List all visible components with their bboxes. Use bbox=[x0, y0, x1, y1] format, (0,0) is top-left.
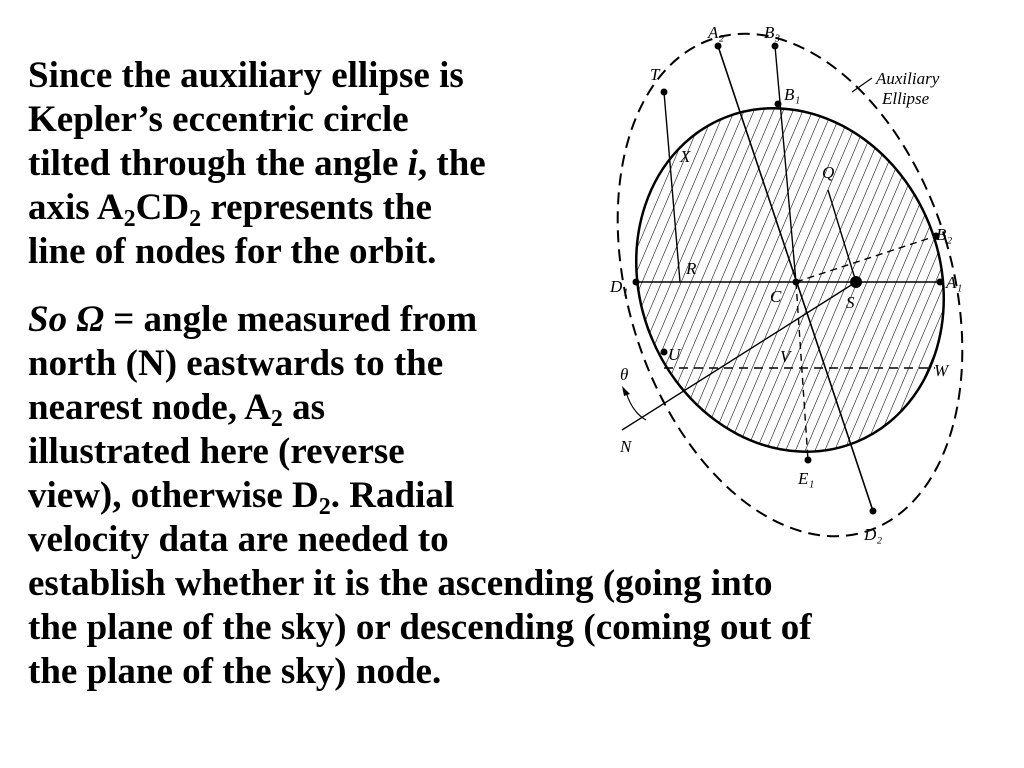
label-ellipse: Ellipse bbox=[882, 89, 930, 108]
text-line: Since the auxiliary ellipse is bbox=[28, 55, 464, 96]
theta-arrowhead bbox=[622, 386, 630, 396]
text-line: So Ω = angle measured from bbox=[28, 299, 478, 340]
label-e1: E₁ bbox=[798, 469, 815, 488]
text-line: the plane of the sky) or descending (coming out of bbox=[28, 607, 812, 648]
text-line: line of nodes for the orbit. bbox=[28, 231, 437, 272]
label-q: Q bbox=[822, 163, 835, 182]
point-u bbox=[661, 349, 668, 356]
point-b3 bbox=[772, 43, 779, 50]
label-d1: D₁ bbox=[610, 277, 629, 296]
label-n: N bbox=[620, 437, 632, 456]
label-a1: A₁ bbox=[946, 273, 963, 292]
aux-label-leader bbox=[852, 78, 872, 92]
text-line: nearest node, $A_2$ as bbox=[28, 387, 326, 432]
label-u: U bbox=[668, 345, 681, 364]
point-b1 bbox=[775, 101, 782, 108]
point-c bbox=[793, 279, 800, 286]
label-auxiliary: Auxiliary bbox=[876, 69, 940, 88]
focus-s bbox=[850, 276, 862, 288]
label-c: C bbox=[770, 287, 782, 306]
point-a1 bbox=[937, 279, 944, 286]
label-x: X bbox=[680, 147, 691, 166]
theta-arrow bbox=[626, 392, 646, 420]
text-line: north (N) eastwards to the bbox=[28, 343, 444, 384]
label-s: S bbox=[846, 293, 855, 312]
label-v: V bbox=[780, 347, 791, 366]
label-a2: A₂ bbox=[708, 23, 725, 42]
label-w: W bbox=[934, 361, 949, 380]
text-line: the plane of the sky) node. bbox=[28, 651, 442, 692]
label-b2: B₂ bbox=[936, 225, 953, 244]
label-t: T bbox=[650, 65, 660, 84]
paragraph-line-of-nodes bbox=[28, 54, 608, 274]
point-t bbox=[661, 89, 668, 96]
label-b3: B₃ bbox=[764, 23, 781, 42]
label-r: R bbox=[686, 259, 697, 278]
text-line: axis $A_2CD_2$ represents the bbox=[28, 187, 432, 232]
text-line: Kepler’s eccentric circle bbox=[28, 99, 409, 140]
point-d1 bbox=[633, 279, 640, 286]
label-d2: D₂ bbox=[864, 525, 883, 544]
text-line: establish whether it is the ascending (going into bbox=[28, 563, 773, 604]
text-line: tilted through the angle i, the bbox=[28, 143, 486, 184]
point-a2 bbox=[715, 43, 722, 50]
text-line: illustrated here (reverse bbox=[28, 431, 405, 472]
label-b1: B₁ bbox=[784, 85, 801, 104]
label-theta: θ bbox=[620, 365, 629, 384]
orbit-diagram bbox=[600, 14, 1000, 554]
text-line: velocity data are needed to bbox=[28, 519, 449, 560]
text-line: view), otherwise $D_2$. Radial bbox=[28, 475, 455, 520]
point-d2 bbox=[870, 508, 877, 515]
point-e1 bbox=[805, 457, 812, 464]
